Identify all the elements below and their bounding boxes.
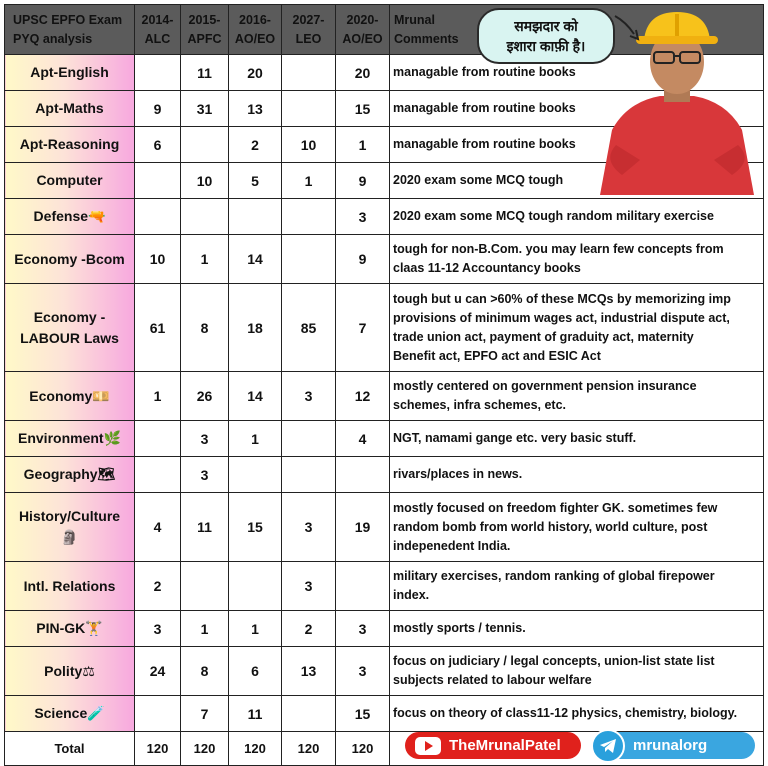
comment-cell [390,611,764,647]
comment-line: 2020 exam some MCQ tough random military exercise [393,209,714,223]
subject-label: Defense🔫 [33,208,106,224]
pointing-arrow-icon [612,12,646,46]
header-subject-line2: PYQ analysis [13,31,93,46]
subject-label: Geography🗺 [23,466,116,482]
subject-cell [5,284,135,372]
count-cell: 15 [229,493,282,562]
count-cell: 2 [229,127,282,163]
count-cell: 12 [336,372,390,421]
header-exam-post: APFC [187,31,222,46]
count-cell [135,163,181,199]
count-cell: 1 [336,127,390,163]
subject-label: Intl. Relations [23,577,116,594]
subject-cell [5,611,135,647]
count-cell: 9 [336,235,390,284]
count-cell: 7 [181,696,229,732]
table-row [5,493,764,562]
header-comments-line2: Comments [394,31,459,46]
table-row [5,235,764,284]
table-row [5,199,764,235]
count-cell [135,457,181,493]
count-cell: 8 [181,284,229,372]
count-cell: 1 [181,611,229,647]
count-cell: 1 [282,163,336,199]
subject-cell [5,163,135,199]
comment-cell [390,457,764,493]
comment-line: managable from routine books [393,101,576,115]
shirt-shape [600,96,754,195]
count-cell: 5 [229,163,282,199]
comment-cell [390,421,764,457]
comment-line: tough but u can >60% of these MCQs by memorizing imp [393,291,731,306]
comment-cell [390,562,764,611]
count-cell: 31 [181,91,229,127]
count-cell: 3 [336,611,390,647]
subject-cell [5,127,135,163]
count-cell: 3 [181,421,229,457]
comment-line: military exercises, random ranking of global firepower [393,569,715,583]
comment-line: focus on theory of class11-12 physics, chemistry, biology. [393,706,738,720]
header-exam-post: LEO [295,31,322,46]
count-cell: 4 [135,493,181,562]
count-cell: 3 [336,647,390,696]
count-cell [336,457,390,493]
header-exam-year: 2020- [346,12,379,27]
count-cell [181,199,229,235]
total-label: Total [5,732,135,766]
count-cell: 11 [229,696,282,732]
hard-hat-brim [636,36,718,44]
comment-line: index. [393,588,430,602]
count-cell: 11 [181,55,229,91]
count-cell: 15 [336,91,390,127]
youtube-icon [415,737,441,755]
count-cell: 85 [282,284,336,372]
comment-cell [390,199,764,235]
table-row [5,647,764,696]
comment-cell [390,372,764,421]
count-cell: 2 [282,611,336,647]
count-cell: 10 [181,163,229,199]
count-cell [282,696,336,732]
header-exam [229,5,282,55]
table-row [5,457,764,493]
comment-line: Benefit act, EPFO act and ESIC Act [393,348,601,363]
total-cell: 120 [181,732,229,766]
count-cell: 24 [135,647,181,696]
count-cell: 20 [336,55,390,91]
count-cell: 6 [229,647,282,696]
total-cell: 120 [229,732,282,766]
count-cell: 7 [336,284,390,372]
header-exam [282,5,336,55]
subject-cell [5,421,135,457]
subject-cell [5,457,135,493]
count-cell: 10 [135,235,181,284]
count-cell [135,199,181,235]
subject-cell [5,55,135,91]
comment-cell [390,647,764,696]
count-cell: 18 [229,284,282,372]
subject-label: Apt-English [30,64,109,80]
subject-label: Polity⚖ [44,662,95,679]
subject-label: Economy - [33,308,106,325]
table-row [5,421,764,457]
count-cell: 3 [282,562,336,611]
comment-line: mostly centered on government pension insurance [393,379,697,393]
count-cell [229,562,282,611]
subject-cell [5,696,135,732]
count-cell: 10 [282,127,336,163]
count-cell: 9 [336,163,390,199]
subject-label: Computer [36,172,103,188]
count-cell: 3 [282,493,336,562]
count-cell [282,235,336,284]
total-cell: 120 [135,732,181,766]
count-cell [135,55,181,91]
comment-line: rivars/places in news. [393,467,523,481]
comment-line: schemes, infra schemes, etc. [393,398,567,412]
count-cell: 2 [135,562,181,611]
comment-cell [390,235,764,284]
subject-label: 🗿 [60,529,79,545]
header-exam [336,5,390,55]
subject-cell [5,562,135,611]
header-exam [181,5,229,55]
telegram-link[interactable] [595,732,755,759]
comment-line: mostly sports / tennis. [393,621,526,635]
subject-label: Apt-Reasoning [19,136,120,152]
social-links [405,730,763,761]
header-exam-post: AO/EO [342,31,383,46]
comment-line: 2020 exam some MCQ tough [393,173,564,187]
count-cell: 13 [282,647,336,696]
count-cell [181,127,229,163]
count-cell [282,457,336,493]
count-cell: 13 [229,91,282,127]
total-cell: 120 [336,732,390,766]
count-cell: 6 [135,127,181,163]
count-cell [135,421,181,457]
count-cell: 26 [181,372,229,421]
count-cell: 14 [229,235,282,284]
header-exam-post: AO/EO [234,31,276,46]
count-cell [282,55,336,91]
count-cell [282,199,336,235]
count-cell [181,562,229,611]
comment-line: managable from routine books [393,65,576,79]
header-subject [5,5,135,55]
header-subject-line1: UPSC EPFO Exam [13,12,123,27]
header-exam-post: ALC [144,31,171,46]
count-cell: 11 [181,493,229,562]
comment-cell [390,696,764,732]
comment-line: trade union act, payment of graduity act, maternity [393,329,694,344]
comment-line: subjects related to labour welfare [393,673,592,687]
hindi-quote-banner [477,8,615,64]
comment-line: provisions of minimum wages act, industrial dispute act, [393,310,730,325]
table-row [5,696,764,732]
subject-label: History/Culture [18,508,121,524]
subject-label: Economy -Bcom [14,250,125,267]
subject-cell [5,647,135,696]
count-cell: 1 [229,421,282,457]
comment-cell [390,493,764,562]
comment-line: random bomb from world history, world culture, post [393,519,708,534]
count-cell: 20 [229,55,282,91]
comment-line: tough for non-B.Com. you may learn few concepts from [393,242,724,256]
count-cell: 3 [282,372,336,421]
subject-cell [5,235,135,284]
count-cell: 15 [336,696,390,732]
table-row [5,562,764,611]
header-exam [135,5,181,55]
table-row [5,284,764,372]
header-comments-line1: Mrunal [394,12,435,27]
count-cell: 14 [229,372,282,421]
banner-line1: समझदार को [514,18,578,34]
count-cell [229,457,282,493]
subject-label: Environment🌿 [18,430,121,446]
table-row [5,611,764,647]
count-cell: 8 [181,647,229,696]
count-cell: 3 [336,199,390,235]
header-exam-year: 2027- [292,12,325,27]
subject-label: PIN-GK🏋 [36,620,103,636]
banner-line2: इशारा काफ़ी है। [506,38,586,54]
comment-line: managable from routine books [393,137,576,151]
telegram-icon [591,729,625,763]
subject-cell [5,91,135,127]
subject-label: Economy💴 [29,387,110,404]
total-cell: 120 [282,732,336,766]
subject-cell [5,199,135,235]
count-cell: 61 [135,284,181,372]
count-cell: 1 [229,611,282,647]
header-exam-year: 2015- [188,12,221,27]
table-row [5,372,764,421]
comment-line: NGT, namami gange etc. very basic stuff. [393,431,637,445]
subject-cell [5,372,135,421]
count-cell [282,421,336,457]
subject-label: Science🧪 [34,705,105,721]
header-exam-year: 2014- [141,12,174,27]
comment-line: indepenedent India. [393,538,511,553]
youtube-link[interactable] [405,732,581,759]
count-cell [229,199,282,235]
subject-cell [5,493,135,562]
comment-cell [390,284,764,372]
count-cell: 4 [336,421,390,457]
count-cell [282,91,336,127]
count-cell: 9 [135,91,181,127]
count-cell: 3 [135,611,181,647]
count-cell [336,562,390,611]
header-exam-year: 2016- [239,12,271,27]
subject-label: Apt-Maths [35,100,104,116]
comment-line: focus on judiciary / legal concepts, union-list state list [393,654,715,668]
count-cell: 1 [135,372,181,421]
count-cell: 3 [181,457,229,493]
count-cell: 19 [336,493,390,562]
subject-label: LABOUR Laws [20,329,119,346]
comment-line: claas 11-12 Accountancy books [393,261,581,275]
count-cell [135,696,181,732]
count-cell: 1 [181,235,229,284]
youtube-handle: TheMrunalPatel [449,737,561,754]
comment-line: mostly focused on freedom fighter GK. sometimes few [393,500,718,515]
telegram-handle: mrunalorg [633,737,708,754]
